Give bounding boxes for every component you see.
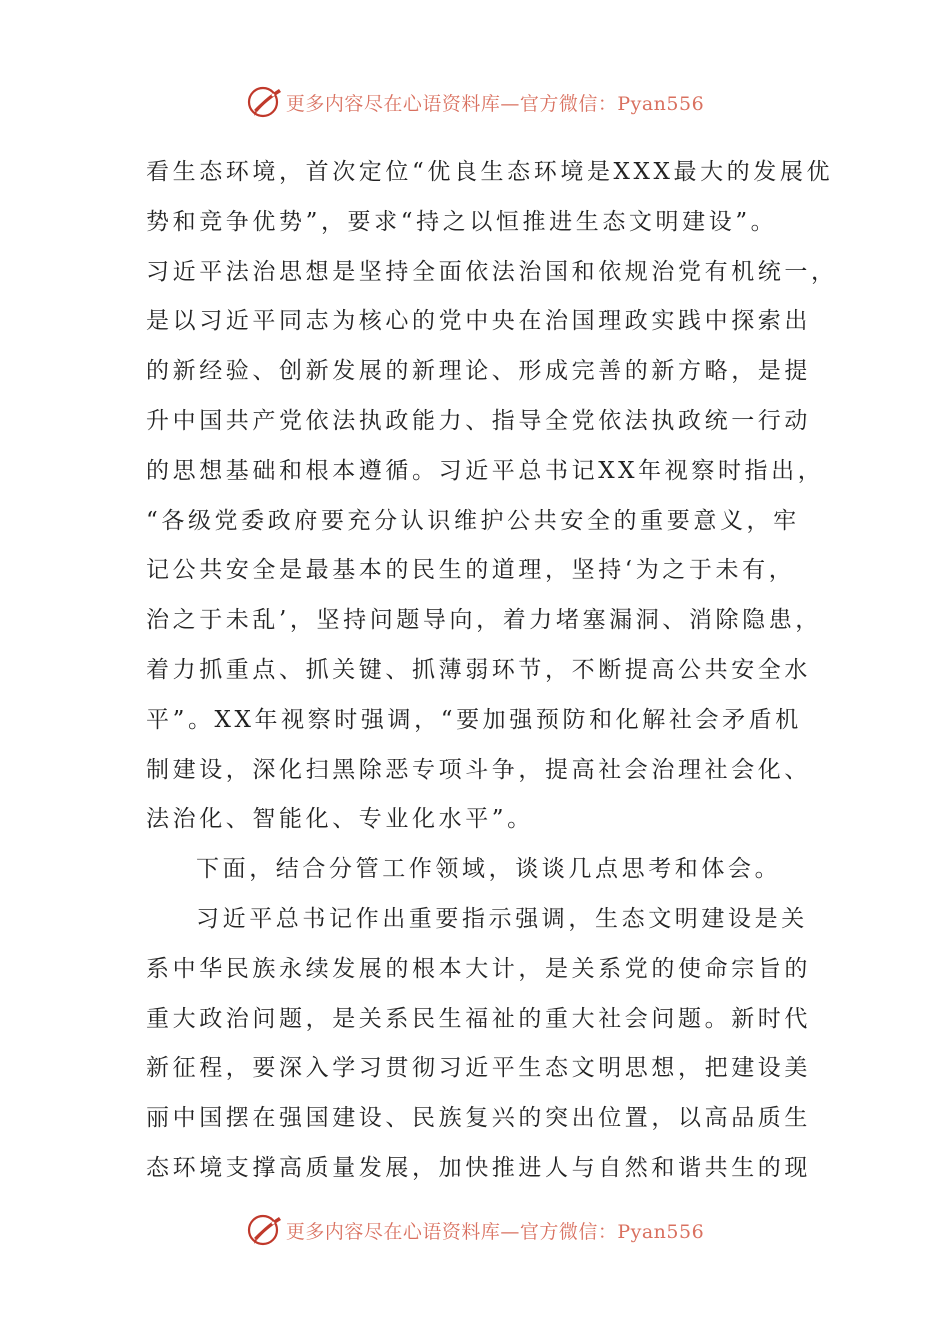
pen-nib-logo-icon	[246, 84, 284, 120]
text-line: 的新经验、创新发展的新理论、形成完善的新方略，是提	[146, 358, 811, 385]
text-line: 系中华民族永续发展的根本大计，是关系党的使命宗旨的	[146, 955, 811, 982]
text-line: 习近平法治思想是坚持全面依法治国和依规治党有机统一，	[146, 258, 838, 285]
text-line: 重大政治问题，是关系民生福祉的重大社会问题。新时代	[146, 1005, 811, 1032]
text-line: 势和竞争优势”，要求“持之以恒推进生态文明建设”。	[146, 208, 778, 235]
text-line: 的思想基础和根本遵循。习近平总书记XX年视察时指出，	[146, 457, 825, 484]
text-line: 下面，结合分管工作领域，谈谈几点思考和体会。	[196, 856, 782, 883]
text-line: 治之于未乱’，坚持问题导向，着力堵塞漏洞、消除隐患，	[146, 607, 822, 634]
text-line: 记公共安全是最基本的民生的道理，坚持‘为之于未有，	[146, 557, 796, 584]
text-line: “各级党委政府要充分认识维护公共安全的重要意义，牢	[146, 507, 800, 534]
footer-banner-text: 更多内容尽在心语资料库—官方微信：Pyan556	[285, 1220, 705, 1243]
text-line: 习近平总书记作出重要指示强调，生态文明建设是关	[196, 905, 808, 932]
text-line: 法治化、智能化、专业化水平”。	[146, 806, 534, 833]
text-line: 看生态环境，首次定位“优良生态环境是XXX最大的发展优	[146, 159, 834, 185]
text-line: 升中国共产党依法执政能力、指导全党依法执政统一行动	[146, 407, 811, 434]
text-line: 新征程，要深入学习贯彻习近平生态文明思想，把建设美	[146, 1055, 811, 1082]
text-line: 制建设，深化扫黑除恶专项斗争，提高社会治理社会化、	[146, 756, 811, 783]
header-banner-text: 更多内容尽在心语资料库—官方微信：Pyan556	[285, 92, 705, 115]
footer-banner	[0, 1210, 950, 1250]
pen-nib-logo-icon	[246, 1212, 284, 1248]
header-banner	[0, 82, 950, 122]
text-line: 丽中国摆在强国建设、民族复兴的突出位置，以高品质生	[146, 1105, 811, 1132]
text-line: 是以习近平同志为核心的党中央在治国理政实践中探索出	[146, 308, 811, 335]
text-line: 着力抓重点、抓关键、抓薄弱环节，不断提高公共安全水	[146, 656, 811, 683]
body-text	[146, 148, 838, 1194]
text-line: 态环境支撑高质量发展，加快推进人与自然和谐共生的现	[146, 1154, 811, 1181]
text-line: 平”。XX年视察时强调，“要加强预防和化解社会矛盾机	[146, 706, 802, 733]
